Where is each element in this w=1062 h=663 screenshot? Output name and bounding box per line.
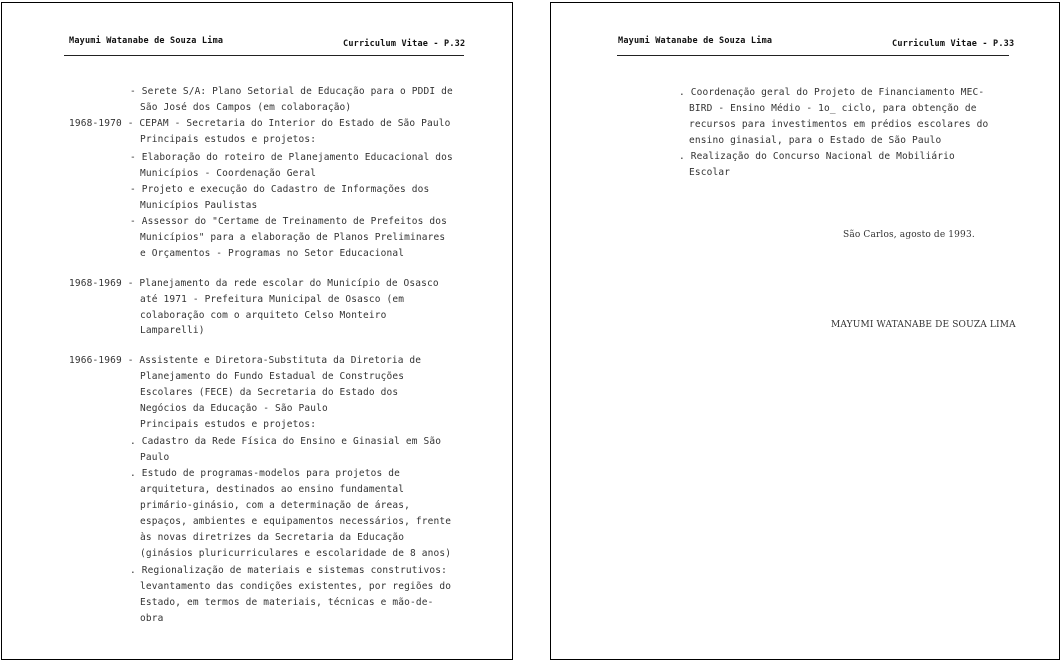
text-line: 1968-1969 - Planejamento da rede escolar do Município de Osasco	[69, 278, 439, 289]
text-line: Principais estudos e projetos:	[140, 134, 317, 145]
text-line: obra	[140, 613, 164, 624]
text-line: Negócios da Educação - São Paulo	[140, 403, 328, 414]
text-line: e Orçamentos - Programas no Setor Educacional	[140, 248, 405, 259]
text-line: 1968-1970 - CEPAM - Secretaria do Interior do Estado de São Paulo	[69, 118, 451, 129]
text-line: Lamparelli)	[140, 325, 205, 336]
text-line: até 1971 - Prefeitura Municipal de Osasco (em	[140, 294, 405, 305]
text-line: arquitetura, destinados ao ensino fundamental	[140, 484, 405, 495]
signature-name: MAYUMI WATANABE DE SOUZA LIMA	[831, 320, 1016, 330]
text-line: Principais estudos e projetos:	[140, 419, 317, 430]
text-line: às novas diretrizes da Secretaria da Educação	[140, 532, 405, 543]
text-line: . Regionalização de materiais e sistemas construtivos:	[130, 565, 447, 576]
text-line: Escolar	[689, 167, 731, 178]
text-line: - Projeto e execução do Cadastro de Informações dos	[130, 184, 430, 195]
text-line: levantamento das condições existentes, por regiões do	[140, 581, 452, 592]
text-line: Municípios Paulistas	[140, 200, 258, 211]
text-line: Municípios" para a elaboração de Planos Preliminares	[140, 232, 446, 243]
text-line: . Coordenação geral do Projeto de Financiamento MEC-	[679, 87, 985, 98]
text-line: - Elaboração do roteiro de Planejamento Educacional dos	[130, 152, 453, 163]
text-line: - Serete S/A: Plano Setorial de Educação para o PDDI de	[130, 86, 453, 97]
text-line: São José dos Campos (em colaboração)	[140, 102, 352, 113]
text-line: - Assessor do "Certame de Treinamento de Prefeitos dos	[130, 216, 447, 227]
header-page-label: Curriculum Vitae - P.32	[343, 39, 466, 49]
text-line: recursos para investimentos em prédios escolares do	[689, 119, 989, 130]
document-page-right	[550, 2, 1060, 660]
text-line: colaboração com o arquiteto Celso Monteiro	[140, 310, 387, 321]
text-line: . Realização do Concurso Nacional de Mobiliário	[679, 151, 955, 162]
text-line: primário-ginásio, com a determinação de áreas,	[140, 500, 410, 511]
text-line: Estado, em termos de materiais, técnicas e mão-de-	[140, 597, 434, 608]
text-line: (ginásios pluricurriculares e escolaridade de 8 anos)	[140, 548, 452, 559]
header-author: Mayumi Watanabe de Souza Lima	[69, 36, 224, 46]
text-line: Municípios - Coordenação Geral	[140, 168, 317, 179]
text-line: Planejamento do Fundo Estadual de Construções	[140, 371, 405, 382]
text-line: Paulo	[140, 452, 170, 463]
header-rule	[617, 55, 1009, 56]
text-line: 1966-1969 - Assistente e Diretora-Substituta da Diretoria de	[69, 355, 422, 366]
header-author: Mayumi Watanabe de Souza Lima	[618, 36, 773, 46]
text-line: . Cadastro da Rede Física do Ensino e Ginasial em São	[130, 436, 442, 447]
text-line: . Estudo de programas-modelos para projetos de	[130, 468, 400, 479]
text-line: BIRD - Ensino Médio - 1o_ ciclo, para obtenção de	[689, 103, 977, 114]
header-page-label: Curriculum Vitae - P.33	[892, 39, 1015, 49]
header-rule	[64, 55, 464, 56]
place-date-line: São Carlos, agosto de 1993.	[843, 230, 975, 240]
text-line: espaços, ambientes e equipamentos necessários, frente	[140, 516, 452, 527]
document-page-left	[1, 2, 513, 660]
text-line: Escolares (FECE) da Secretaria do Estado dos	[140, 387, 399, 398]
text-line: ensino ginasial, para o Estado de São Paulo	[689, 135, 942, 146]
